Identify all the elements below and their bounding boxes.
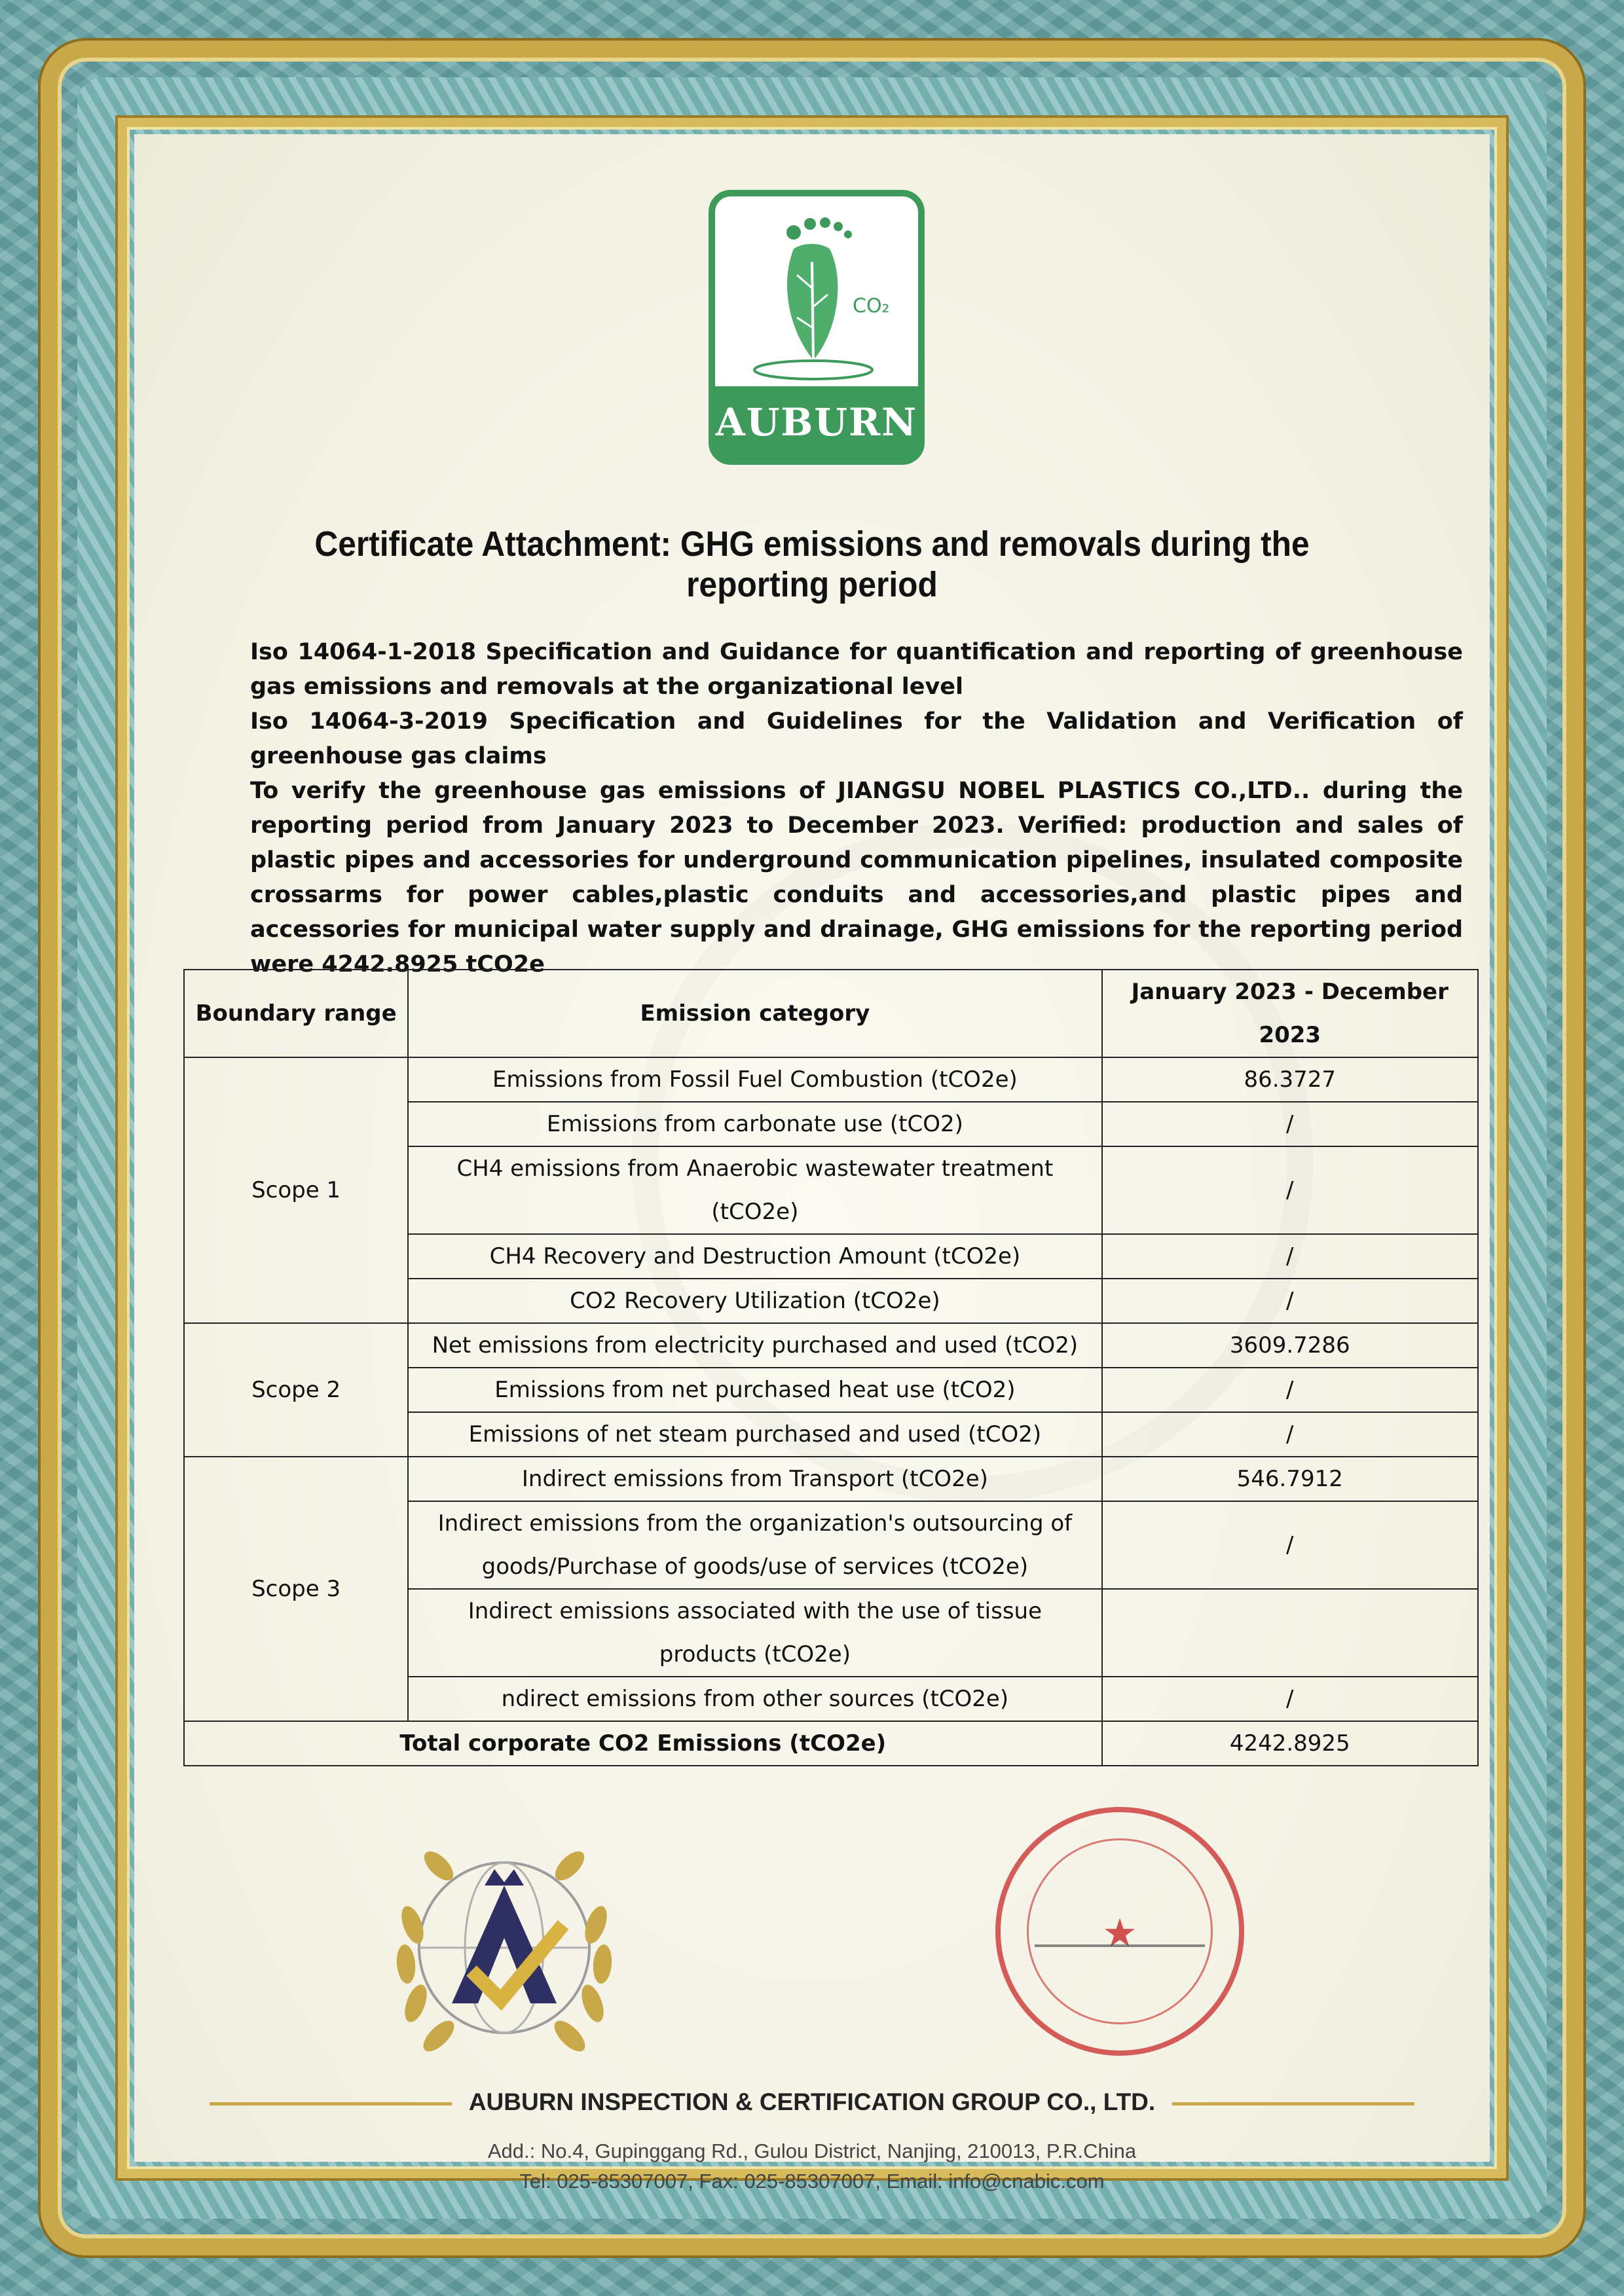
category-cell: CO2 Recovery Utilization (tCO2e) bbox=[408, 1279, 1101, 1323]
co2-label: CO₂ bbox=[853, 295, 890, 318]
intro-text bbox=[250, 635, 1463, 982]
value-cell: / bbox=[1102, 1146, 1478, 1234]
verification-statement: To verify the greenhouse gas emissions of JIANGSU NOBEL PLASTICS CO.,LTD.. during the reporting period from January 2023 to December 2023. Verified: production and sales of plastic pipes and accessories for underground communication pipelines, insulated composite crossarms for power cables,plastic conduits and accessories,and plastic pipes and accessories for municipal water supply and drainage, GHG emissions for the reporting period were 4242.8925 tCO2e bbox=[250, 778, 1463, 977]
company-name-text: AUBURN INSPECTION & CERTIFICATION GROUP CO., LTD. bbox=[468, 2088, 1156, 2115]
scope-2-label: Scope 2 bbox=[184, 1323, 408, 1457]
table-row bbox=[184, 1457, 1478, 1501]
category-cell: ndirect emissions from other sources (tCO2e) bbox=[408, 1677, 1101, 1721]
table-row bbox=[184, 1323, 1478, 1368]
total-row bbox=[184, 1721, 1478, 1766]
table-row bbox=[184, 1057, 1478, 1102]
company-address: Add.: No.4, Gupinggang Rd., Gulou District, Nanjing, 210013, P.R.China bbox=[487, 2140, 1137, 2162]
category-cell: Indirect emissions from the organization's outsourcing of goods/Purchase of goods/use of services (tCO2e) bbox=[408, 1501, 1101, 1589]
total-label: Total corporate CO2 Emissions (tCO2e) bbox=[184, 1721, 1102, 1766]
header-period: January 2023 - December 2023 bbox=[1102, 970, 1478, 1057]
value-cell: / bbox=[1102, 1677, 1478, 1721]
company-name bbox=[0, 2088, 1624, 2116]
standard-iso-14064-3: Iso 14064-3-2019 Specification and Guidelines for the Validation and Verification of greenhouse gas claims bbox=[250, 708, 1463, 769]
value-cell: 86.3727 bbox=[1102, 1057, 1478, 1102]
company-seal: ★ bbox=[995, 1807, 1244, 2056]
page-title: Certificate Attachment: GHG emissions and removals during the reporting period bbox=[314, 524, 1310, 604]
total-value: 4242.8925 bbox=[1102, 1721, 1478, 1766]
header-category: Emission category bbox=[408, 970, 1101, 1057]
company-contact: Tel: 025-85307007, Fax: 025-85307007, Email: info@cnabic.com bbox=[519, 2170, 1105, 2193]
value-cell: / bbox=[1102, 1412, 1478, 1457]
emissions-table bbox=[183, 969, 1479, 1766]
value-cell: / bbox=[1102, 1501, 1478, 1589]
value-cell: / bbox=[1102, 1234, 1478, 1279]
signature bbox=[1035, 1886, 1205, 1947]
category-cell: CH4 emissions from Anaerobic wastewater treatment (tCO2e) bbox=[408, 1146, 1101, 1234]
table-header-row bbox=[184, 970, 1478, 1057]
value-cell bbox=[1102, 1589, 1478, 1677]
category-cell: Emissions from carbonate use (tCO2) bbox=[408, 1102, 1101, 1146]
category-cell: Net emissions from electricity purchased and used (tCO2) bbox=[408, 1323, 1101, 1368]
category-cell: Emissions of net steam purchased and used (tCO2) bbox=[408, 1412, 1101, 1457]
category-cell: Indirect emissions associated with the use of tissue products (tCO2e) bbox=[408, 1589, 1101, 1677]
scope-3-label: Scope 3 bbox=[184, 1457, 408, 1721]
auburn-logo bbox=[709, 190, 925, 465]
category-cell: Indirect emissions from Transport (tCO2e) bbox=[408, 1457, 1101, 1501]
category-cell: CH4 Recovery and Destruction Amount (tCO2e) bbox=[408, 1234, 1101, 1279]
category-cell: Emissions from net purchased heat use (tCO2) bbox=[408, 1368, 1101, 1412]
header-boundary: Boundary range bbox=[184, 970, 408, 1057]
laurel-emblem-icon bbox=[367, 1807, 642, 2082]
value-cell: 3609.7286 bbox=[1102, 1323, 1478, 1368]
category-cell: Emissions from Fossil Fuel Combustion (tCO2e) bbox=[408, 1057, 1101, 1102]
value-cell: 546.7912 bbox=[1102, 1457, 1478, 1501]
value-cell: / bbox=[1102, 1368, 1478, 1412]
scope-1-label: Scope 1 bbox=[184, 1057, 408, 1323]
value-cell: / bbox=[1102, 1279, 1478, 1323]
value-cell: / bbox=[1102, 1102, 1478, 1146]
standard-iso-14064-1: Iso 14064-1-2018 Specification and Guidance for quantification and reporting of greenhouse gas emissions and removals at the organizational level bbox=[250, 639, 1463, 700]
logo-brand-text: AUBURN bbox=[715, 386, 918, 458]
